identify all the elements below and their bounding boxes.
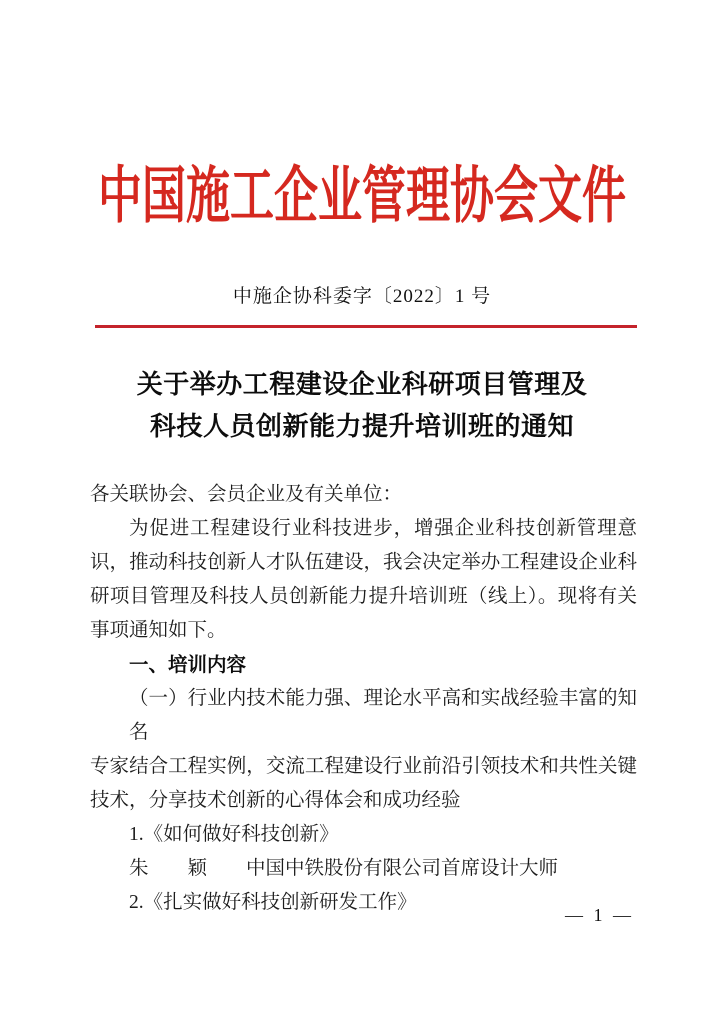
red-separator-line (95, 325, 637, 328)
body-line: 朱 颖 中国中铁股份有限公司首席设计大师 (129, 858, 559, 879)
body-line: 识，推动科技创新人才队伍建设，我会决定举办工程建设企业科 (90, 552, 637, 573)
body-line: 研项目管理及科技人员创新能力提升培训班（线上）。现将有关 (90, 586, 637, 607)
body-line: 事项通知如下。 (90, 620, 227, 641)
body-line: 1.《如何做好科技创新》 (129, 824, 339, 845)
body-line: 专家结合工程实例，交流工程建设行业前沿引领技术和共性关键 (90, 756, 637, 777)
letterhead-title: 中国施工企业管理协会文件 (98, 162, 626, 231)
body-line: 技术，分享技术创新的心得体会和成功经验 (90, 790, 461, 811)
notice-title (0, 364, 724, 448)
section-heading: 一、培训内容 (129, 654, 247, 676)
notice-title-line2: 科技人员创新能力提升培训班的通知 (149, 412, 574, 441)
notice-title-line1: 关于举办工程建设企业科研项目管理及 (136, 370, 588, 399)
doc-number: 中施企协科委字〔2022〕1 号 (232, 286, 492, 307)
body-line: 各关联协会、会员企业及有关单位： (90, 484, 403, 505)
body-line: （一）行业内技术能力强、理论水平高和实战经验丰富的知名 (129, 688, 637, 743)
body-line: 为促进工程建设行业科技进步，增强企业科技创新管理意 (129, 518, 637, 539)
body-text (90, 478, 637, 920)
page-number: — 1 — (565, 905, 634, 925)
body-line: 2.《扎实做好科技创新研发工作》 (129, 892, 417, 913)
